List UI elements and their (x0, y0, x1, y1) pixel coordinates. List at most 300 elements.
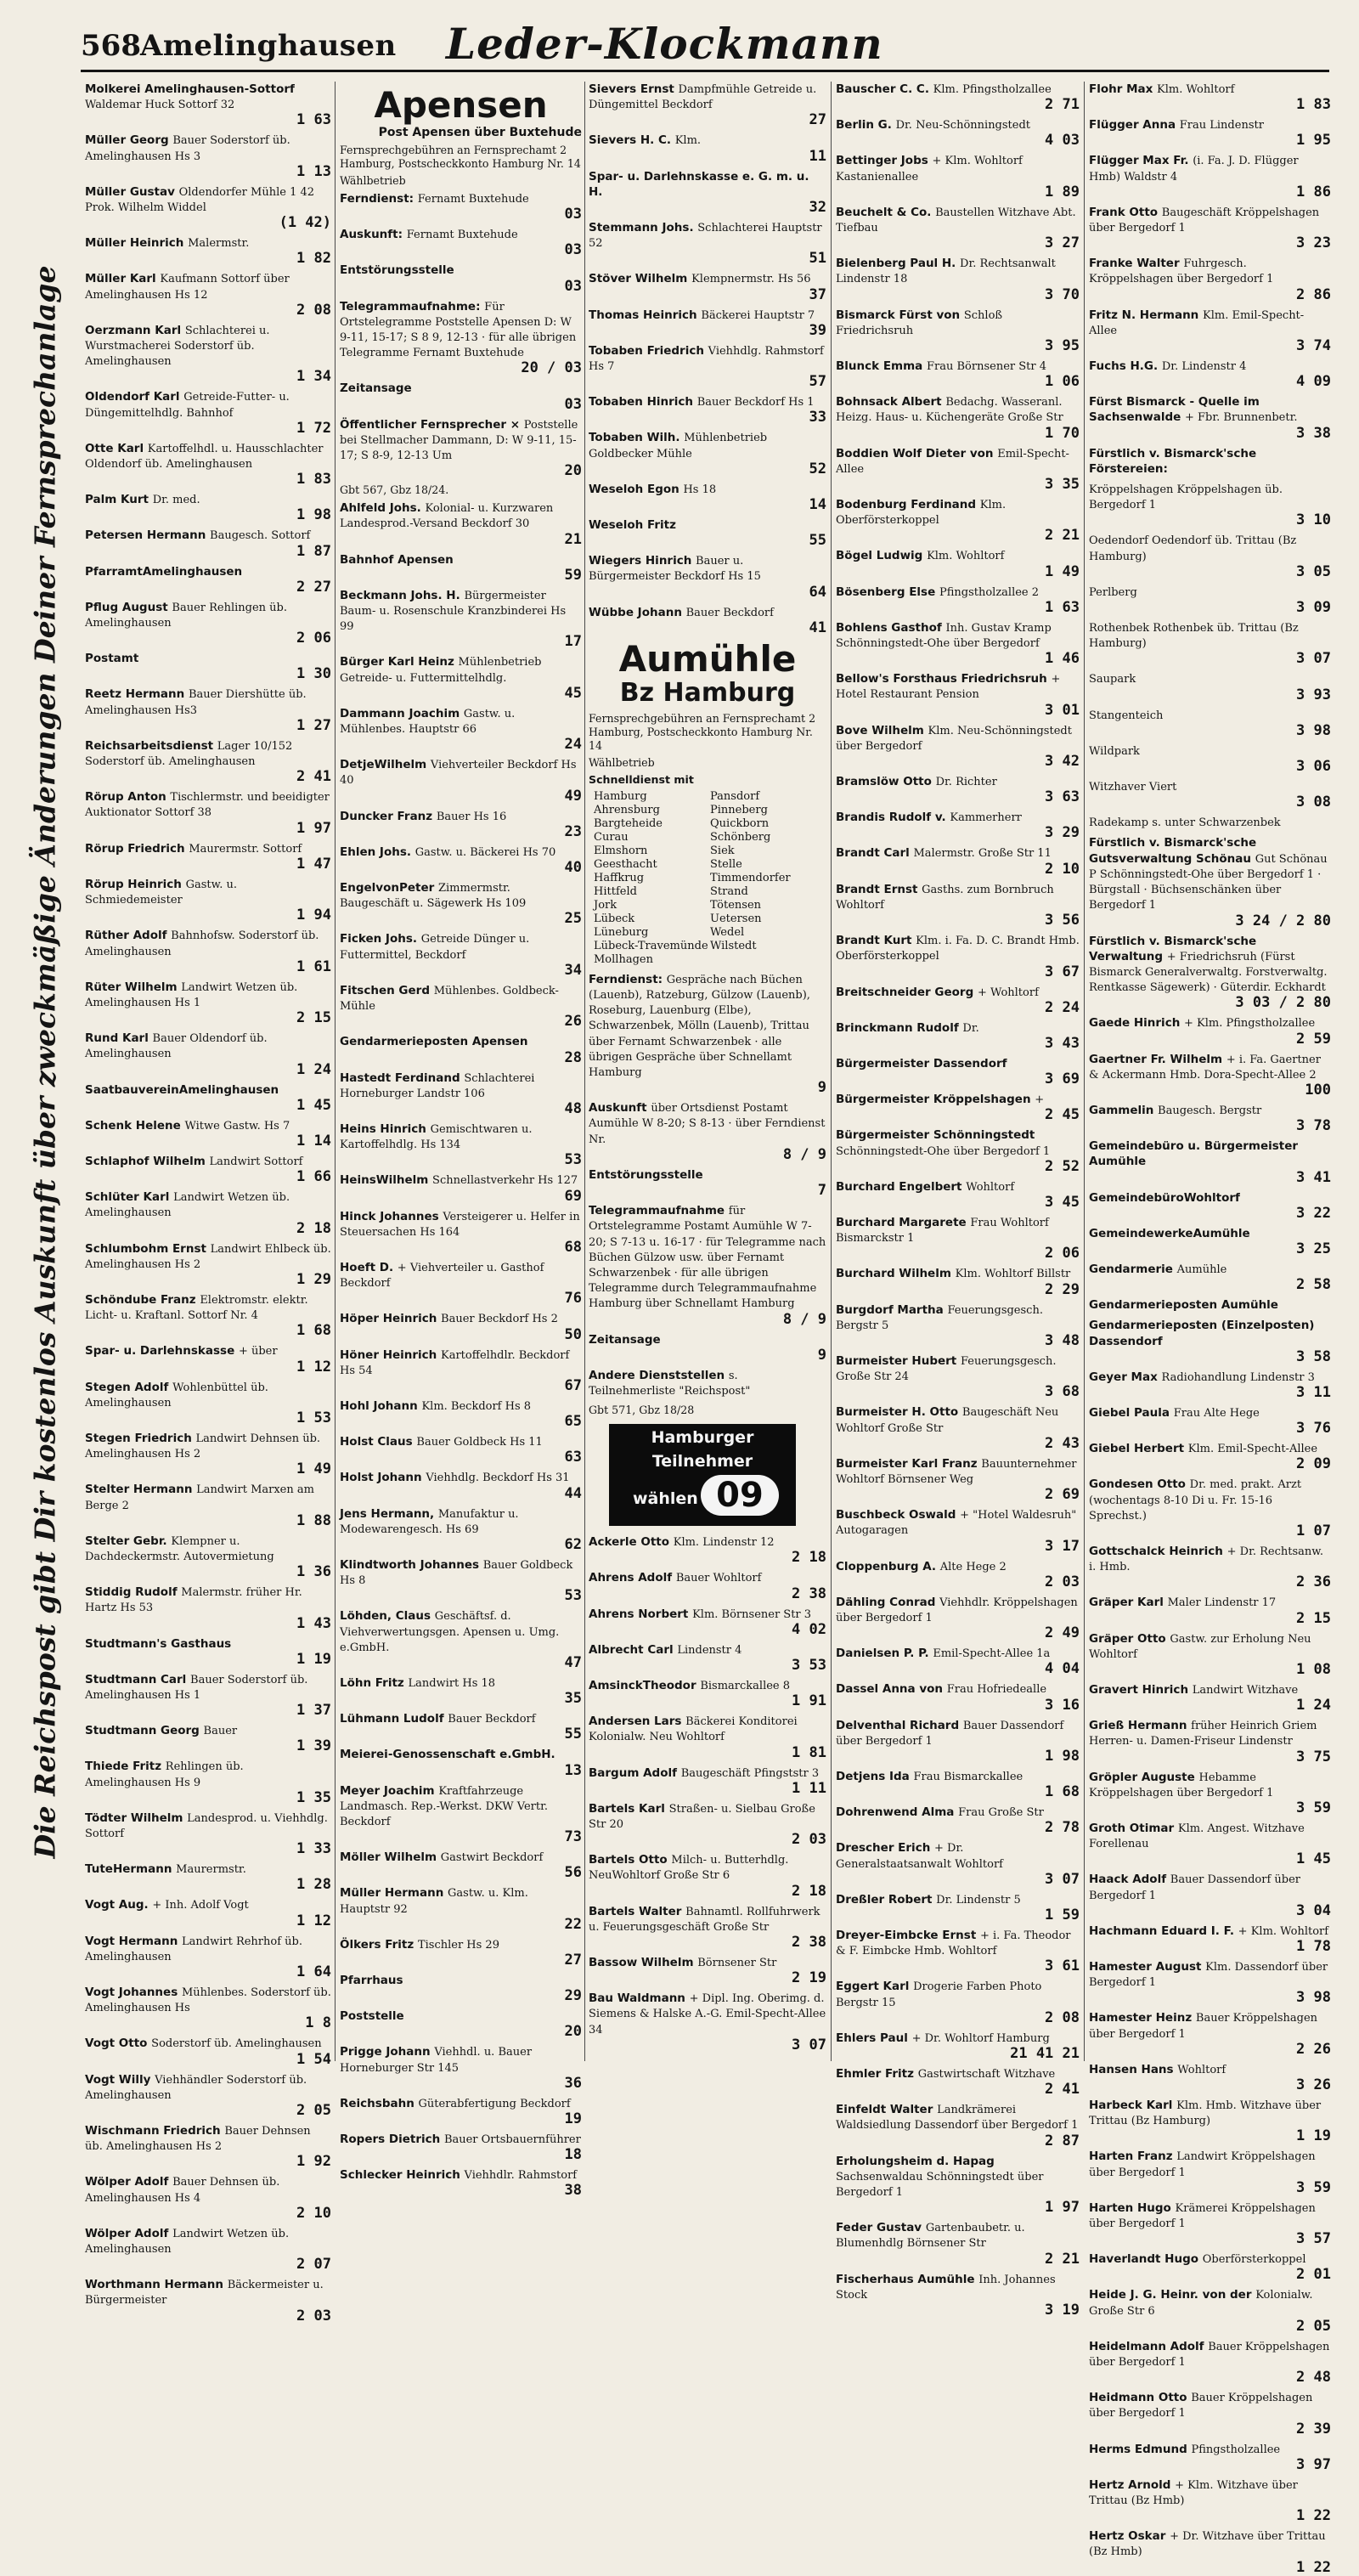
entry-detail: Bauer Goldbeck Hs 8 (340, 1558, 573, 1588)
exchange-place: Stelle (710, 857, 742, 871)
entry-detail: Bauer Beckdorf (685, 606, 774, 619)
phone-number: 1 54 (296, 2050, 331, 2068)
phone-number: 03 (564, 206, 582, 223)
entry-name: Stöver Wilhelm (589, 272, 692, 286)
entry-detail: Dr. Richter (935, 776, 997, 789)
phone-number: 36 (564, 2074, 582, 2092)
directory-entry (1089, 1103, 1331, 1133)
entry-name: Wölper Adolf (85, 2226, 173, 2240)
directory-entry (836, 1507, 1080, 1553)
phone-number: 1 88 (296, 1511, 331, 1529)
phone-number: 1 13 (296, 162, 331, 180)
entry-detail: + Hotel Restaurant Pension (836, 673, 1061, 702)
entry-name: Telegrammaufnahme (589, 1204, 729, 1218)
entry-detail: Rothenbek Rothenbek üb. Trittau (Bz Hamburg) (1089, 622, 1299, 651)
directory-entry (85, 1672, 331, 1718)
directory-entry (589, 1714, 826, 1760)
directory-entry (836, 2066, 1080, 2097)
phone-number: 3 03 / 2 80 (1235, 994, 1331, 1012)
intro-note: Fernsprechgebühren an Fernsprechamt 2 Hamburg, Postscheckkonto Hamburg Nr. 14 (589, 711, 816, 752)
side-advert-band (15, 136, 75, 1988)
directory-entry (589, 308, 826, 338)
phone-number: 2 08 (296, 301, 331, 319)
entry-detail: + Inh. Adolf Vogt (152, 1899, 249, 1912)
entry-name: Burchard Margarete (836, 1215, 971, 1229)
directory-entry (1089, 934, 1331, 1011)
entry-name: Fischerhaus Aumühle (836, 2272, 979, 2286)
entry-detail: Bauer Dehnsen üb. Amelinghausen Hs 4 (85, 2176, 280, 2205)
entry-name: Klindtworth Johannes (340, 1557, 483, 1572)
entry-detail: Witwe Gastw. Hs 7 (184, 1119, 290, 1133)
directory-entry (836, 2272, 1080, 2318)
entry-name: Ölkers Fritz (340, 1937, 418, 1952)
entry-name: Gaertner Fr. Wilhelm (1089, 1052, 1226, 1066)
phone-number: 1 95 (1296, 132, 1331, 150)
directory-entry (836, 82, 1080, 112)
phone-number: 51 (809, 250, 826, 268)
directory-entry (1089, 1924, 1331, 1954)
phone-number: 1 70 (1045, 424, 1080, 442)
entry-detail: Versteigerer u. Helfer in Steuersachen Hs 164 (340, 1210, 580, 1239)
directory-entry (1089, 835, 1331, 928)
phone-number: 8 / 9 (782, 1145, 826, 1163)
directory-entry (85, 651, 331, 681)
phone-number: 38 (564, 2182, 582, 2200)
phone-number: 1 63 (296, 111, 331, 129)
entry-detail: Bahnhofsw. Soderstorf üb. Amelinghausen (85, 929, 319, 958)
directory-entry (589, 82, 826, 127)
exchange-place: Bargteheide (594, 816, 663, 830)
directory-entry (1089, 1297, 1331, 1313)
phone-number: 24 (564, 736, 582, 754)
entry-name: Burmeister Karl Franz (836, 1456, 982, 1471)
directory-entry (85, 2277, 331, 2323)
phone-number: 56 (564, 1864, 582, 1882)
directory-entry (85, 1534, 331, 1579)
entry-name: Hansen Hans (1089, 2062, 1178, 2076)
entry-name: Blunck Emma (836, 359, 927, 374)
entry-name: SaatbauvereinAmelinghausen (85, 1082, 279, 1097)
entry-name: GemeindebüroWohltorf (1089, 1190, 1240, 1205)
entry-name: GemeindewerkeAumühle (1089, 1226, 1250, 1240)
phone-number: 20 / 03 (521, 359, 582, 377)
entry-detail: Dr. med. prakt. Arzt (wochentags 8-10 Di u. Fr. 15-16 Sprechst.) (1089, 1478, 1302, 1522)
phone-number: 3 07 (792, 2036, 826, 2053)
directory-entry (1089, 2442, 1331, 2472)
entry-detail: Bäckermeister u. Bürgermeister (85, 2279, 324, 2308)
exchange-place: Hittfeld (594, 884, 637, 898)
entry-name: Bögel Ludwig (836, 549, 928, 563)
entry-name: Müller Gustav (85, 184, 179, 199)
directory-entry (85, 2174, 331, 2220)
entry-detail: Lager 10/152 Soderstorf üb. Amelinghausen (85, 739, 293, 769)
directory-entry (340, 500, 582, 546)
phone-number: 1 19 (296, 1650, 331, 1668)
entry-name: Sievers H. C. (589, 133, 675, 148)
directory-entry (85, 2036, 331, 2066)
entry-detail: Aumühle (1176, 1263, 1227, 1276)
entry-name: Schlumbohm Ernst (85, 1241, 211, 1256)
entry-detail: Wohltorf (1177, 2063, 1226, 2076)
phone-number: 3 56 (1045, 912, 1080, 929)
entry-detail: Landesprod. u. Viehhdlg. Sottorf (85, 1811, 328, 1840)
phone-number: 2 78 (1045, 1819, 1080, 1837)
phone-number: 1 49 (1045, 562, 1080, 580)
phone-number: 52 (809, 460, 826, 477)
exchange-place: Lübeck-Travemünde (594, 939, 708, 952)
entry-detail: Landwirt Ehlbeck üb. Amelinghausen Hs 2 (85, 1242, 331, 1271)
entry-name: Burmeister H. Otto (836, 1405, 962, 1420)
directory-entry (85, 1241, 331, 1287)
directory-entry (85, 1759, 331, 1805)
entry-detail: Kröppelshagen Kröppelshagen üb. Bergedorf 1 (1089, 483, 1283, 512)
entry-detail: Emil-Specht-Allee 1a (933, 1647, 1051, 1661)
directory-entry (589, 1852, 826, 1898)
directory-entry (589, 1100, 826, 1162)
phone-number: 13 (564, 1761, 582, 1779)
directory-entry (836, 256, 1080, 302)
directory-entry (836, 810, 1080, 840)
entry-name: Sievers Ernst (589, 82, 679, 96)
entry-name: Poststelle (340, 2009, 404, 2024)
entry-detail: Landkrämerei Waldsiedlung Dassendorf über Bergedorf 1 (836, 2104, 1079, 2133)
phone-number: 1 27 (296, 716, 331, 734)
directory-entry (340, 227, 582, 257)
entry-name: Buschbeck Oswald (836, 1508, 961, 1522)
directory-entry (1089, 1959, 1331, 2005)
directory-entry (85, 980, 331, 1025)
phone-number: 53 (564, 1151, 582, 1169)
phone-number: 3 11 (1296, 1383, 1331, 1401)
entry-name: Spar- u. Darlehnskasse e. G. m. u. H. (589, 169, 809, 199)
phone-number: 21 (564, 530, 582, 548)
phone-number: 3 97 (1296, 2455, 1331, 2473)
directory-entry (340, 1034, 582, 1065)
entry-name: Bargum Adolf (589, 1765, 681, 1780)
entry-detail: Dr. med. (152, 494, 200, 507)
exchange-place: Wedel (710, 925, 745, 939)
entry-detail: Schlachterei Hauptstr 52 (589, 222, 822, 251)
entry-name: Stelter Hermann (85, 1483, 197, 1497)
phone-number: 1 97 (296, 819, 331, 837)
directory-entry (1089, 117, 1331, 148)
directory-entry (85, 1154, 331, 1184)
entry-detail: Viehhdlg. Beckdorf Hs 31 (426, 1472, 570, 1485)
entry-detail: Landwirt Wetzen üb. Amelinghausen (85, 2227, 290, 2257)
intro-note: Fernsprechgebühren an Fernsprechamt 2 Hamburg, Postscheckkonto Hamburg Nr. 14 (340, 144, 581, 170)
entry-name: Giebel Herbert (1089, 1442, 1188, 1456)
exchange-place: Jork (594, 898, 617, 912)
entry-name: Fürst Bismarck - Quelle im Sachsenwalde (1089, 395, 1260, 425)
directory-entry (340, 1071, 582, 1116)
directory-entry (85, 1118, 331, 1149)
entry-name: AmsinckTheodor (589, 1678, 701, 1692)
directory-entry (1089, 2477, 1331, 2523)
phone-number: 55 (564, 1726, 582, 1743)
phone-number: 9 (817, 1079, 826, 1097)
entry-name: Meyer Joachim (340, 1783, 439, 1798)
phone-number: 3 59 (1296, 1799, 1331, 1816)
directory-entry (1089, 815, 1331, 830)
directory-entry (340, 1711, 582, 1742)
entry-name: Fuchs H.G. (1089, 359, 1162, 374)
directory-entry (85, 528, 331, 558)
directory-entry (340, 1172, 582, 1203)
phone-number: 65 (564, 1413, 582, 1431)
directory-entry (836, 394, 1080, 440)
phone-number: 2 06 (296, 630, 331, 647)
entry-detail: Landwirt Hs 18 (408, 1676, 496, 1690)
phone-number: 3 19 (1045, 2302, 1080, 2319)
phone-number: 1 63 (1045, 598, 1080, 616)
directory-entry (589, 972, 826, 1095)
phone-number: 3 43 (1045, 1034, 1080, 1052)
entry-detail: + Wohltorf (977, 986, 1039, 999)
directory-entry (836, 1020, 1080, 1051)
entry-name: Gendarmerie (1089, 1262, 1177, 1276)
entry-name: Dohrenwend Alma (836, 1805, 959, 1820)
entry-detail: Bauer Dassendorf über Bergedorf 1 (1089, 1873, 1301, 1902)
entry-name: Hachmann Eduard I. F. (1089, 1924, 1238, 1938)
directory-entry (1089, 620, 1331, 666)
phone-number: 1 28 (296, 1876, 331, 1894)
column-rule (831, 82, 832, 2061)
entry-name: Boddien Wolf Dieter von (836, 446, 998, 460)
entry-detail: Viehhdlg. Rahmstorf Hs 7 (589, 344, 824, 374)
directory-entry (1089, 1821, 1331, 1867)
directory-entry (589, 1765, 826, 1796)
directory-entry (836, 1928, 1080, 1974)
phone-number: 1 30 (296, 665, 331, 683)
phone-number: 2 08 (1045, 2008, 1080, 2026)
directory-entry (340, 757, 582, 803)
phone-number: 3 24 / 2 80 (1235, 912, 1331, 929)
entry-name: Höper Heinrich (340, 1312, 442, 1326)
entry-detail: + Dr. Generalstaatsanwalt Wohltorf (836, 1842, 1003, 1871)
entry-detail: Stangenteich (1089, 709, 1164, 722)
phone-number: 3 05 (1296, 562, 1331, 580)
entry-detail: Bauer Wohltorf (675, 1572, 762, 1585)
entry-name: Franke Walter (1089, 257, 1184, 271)
entry-detail: Viehhändler Soderstorf üb. Amelinghausen (85, 2073, 307, 2102)
exchange-place: Geesthacht (594, 857, 657, 871)
directory-entry (85, 1431, 331, 1477)
entry-detail: Klm. Wohltorf (927, 550, 1005, 563)
directory-entry (1089, 1262, 1331, 1292)
directory-entry (340, 1260, 582, 1306)
directory-entry (85, 928, 331, 974)
entry-detail: Landwirt Wetzen üb. Amelinghausen Hs 1 (85, 980, 298, 1009)
entry-name: Dreyer-Eimbcke Ernst (836, 1929, 980, 1942)
phone-number: 44 (564, 1484, 582, 1502)
phone-number: 1 8 (305, 2014, 331, 2032)
entry-detail: + Friedrichsruh (Fürst Bismarck Generalverwaltg. Forstverwaltg. Rentkasse Sägewerk) · Güterdir. Eckhardt (1089, 950, 1328, 995)
entry-detail: Bauer Beckdorf Hs 2 (441, 1313, 558, 1326)
entry-name: Müller Hermann (340, 1886, 448, 1901)
directory-entry (1089, 1682, 1331, 1713)
phone-number: 3 75 (1296, 1748, 1331, 1765)
entry-detail: für Ortstelegramme Postamt Aumühle W 7-20; S 7-13 u. 16-17 · für Telegramme nach Büchen Gülzow usw. über Fernamt Schwarzenbek · für alle übrigen Telegramme durch Telegrammaufnahme Hamburg über Schnellamt Hamburg (589, 1205, 826, 1311)
entry-detail: Emil-Specht-Allee (836, 447, 1069, 476)
entry-detail: Fernamt Buxtehude (417, 193, 529, 206)
directory-entry (1089, 1405, 1331, 1436)
entry-name: Wölper Adolf (85, 2175, 173, 2189)
phone-number: 4 04 (1045, 1660, 1080, 1678)
entry-name: Geyer Max (1089, 1370, 1162, 1384)
phone-number: 3 23 (1296, 234, 1331, 252)
exchange-place: Pansdorf (710, 789, 760, 803)
exchange-place: Wilstedt (710, 939, 757, 952)
entry-name: Gravert Hinrich (1089, 1682, 1193, 1697)
entry-detail: Landwirt Marxen am Berge 2 (85, 1483, 314, 1512)
entry-detail: Landwirt Wetzen üb. Amelinghausen (85, 1191, 290, 1220)
entry-detail: Hebamme Kröppelshagen über Bergedorf 1 (1089, 1771, 1274, 1799)
entry-detail: Mühlenbes. Goldbeck-Mühle (340, 984, 559, 1014)
phone-number: 50 (564, 1325, 582, 1343)
phone-number: 3 68 (1045, 1383, 1080, 1401)
directory-entry (340, 1311, 582, 1342)
entry-detail: Maurermstr. (176, 1863, 246, 1877)
entry-name: Dreßler Robert (836, 1892, 937, 1907)
directory-entry (85, 441, 331, 487)
entry-name: Müller Georg (85, 133, 173, 148)
exchange-place: Strand (710, 884, 748, 898)
entry-detail: Geschäftsf. d. Viehverwertungsgen. Apensen u. Umg. e.GmbH. (340, 1610, 560, 1654)
entry-name: Löhn Fritz (340, 1675, 409, 1690)
directory-entry (836, 1805, 1080, 1835)
directory-entry (85, 1585, 331, 1630)
directory-entry (340, 931, 582, 977)
entry-detail: Klm. Pfingstholzallee (933, 83, 1052, 96)
entry-name: Gemeindebüro u. Bürgermeister Aumühle (1089, 1139, 1299, 1169)
directory-entry (589, 169, 826, 215)
directory-entry (836, 308, 1080, 353)
entry-name: Herms Edmund (1089, 2442, 1192, 2456)
directory-entry (589, 1642, 826, 1673)
entry-name: Brandis Rudolf v. (836, 811, 950, 825)
entry-name: Bielenberg Paul H. (836, 257, 961, 271)
entry-detail: Bauer Kröppelshagen über Bergedorf 1 (1089, 2340, 1330, 2370)
phone-number: 3 58 (1296, 1347, 1331, 1365)
exchange-place: Lübeck (594, 912, 635, 925)
phone-number: 3 61 (1045, 1957, 1080, 1975)
phone-number: 35 (564, 1690, 582, 1708)
entry-detail: Klm. Neu-Schönningstedt über Bergedorf (836, 724, 1072, 753)
directory-entry (340, 1434, 582, 1465)
phone-number: 28 (564, 1048, 582, 1066)
exchange-place: Haffkrug (594, 871, 645, 884)
schnelldienst-label: Schnelldienst mit (589, 772, 694, 786)
entry-detail: über Ortsdienst Postamt Aumühle W 8-20; S 8-13 · über Ferndienst Nr. (589, 1102, 826, 1146)
directory-entry (1089, 1477, 1331, 1539)
phone-number: 1 82 (296, 250, 331, 268)
directory-entry (589, 394, 826, 425)
entry-detail: Pfingstholzallee (1191, 2443, 1281, 2456)
entry-name: Grieß Hermann (1089, 1719, 1192, 1733)
phone-number: 1 83 (296, 471, 331, 489)
directory-entry (340, 1783, 582, 1845)
column-rule (335, 82, 336, 2061)
directory-entry (836, 1179, 1080, 1210)
entry-detail: Waldemar Huck Sottorf 32 (85, 99, 235, 112)
phone-number: 7 (817, 1182, 826, 1200)
phone-number: 3 98 (1296, 721, 1331, 739)
entry-name: Bösenberg Else (836, 585, 939, 599)
directory-entry (1089, 1441, 1331, 1472)
entry-name: Weseloh Fritz (589, 518, 676, 533)
entry-name: Gräper Karl (1089, 1596, 1168, 1610)
entry-name: Ehlers Paul (836, 2031, 912, 2045)
entry-detail: Bäckerei Hauptstr 7 (701, 308, 815, 322)
entry-name: Vogt Aug. (85, 1898, 153, 1912)
entry-detail: Baugesch. Sottorf (210, 529, 311, 543)
entry-detail: Klm. Oberförsterkoppel (836, 499, 1007, 528)
directory-entry (1089, 1544, 1331, 1590)
entry-detail: Viehhdlr. Rahmstorf (464, 2169, 578, 2183)
directory-entry (85, 2226, 331, 2272)
entry-name: Pflug August (85, 600, 172, 614)
entry-name: Fitschen Gerd (340, 983, 434, 997)
phone-number: 3 10 (1296, 511, 1331, 529)
entry-name: Bellow's Forsthaus Friedrichsruh (836, 672, 1052, 686)
directory-entry (836, 774, 1080, 805)
column-4 (836, 82, 1080, 2319)
entry-detail: Klm. Lindenstr 12 (673, 1536, 775, 1550)
entry-name: Burchard Wilhelm (836, 1267, 956, 1281)
entry-detail: Oberförsterkoppel (1202, 2253, 1306, 2267)
entry-name: Höner Heinrich (340, 1347, 441, 1362)
directory-entry (836, 1302, 1080, 1348)
directory-entry (589, 1607, 826, 1637)
phone-number: 1 11 (792, 1779, 826, 1797)
directory-entry (85, 1343, 331, 1374)
directory-entry (589, 1801, 826, 1847)
phone-number: 1 45 (1296, 1850, 1331, 1868)
entry-detail: Klm. i. Fa. D. C. Brandt Hmb. Oberförsterkoppel (836, 935, 1080, 963)
phone-number: 2 09 (1296, 1455, 1331, 1473)
entry-detail: Bauer Oldendorf üb. Amelinghausen (85, 1032, 268, 1061)
directory-entry (1089, 1052, 1331, 1098)
entry-name: Zeitansage (589, 1332, 661, 1347)
entry-name: Ahrens Adolf (589, 1571, 676, 1585)
entry-detail: Bauer Dehnsen üb. Amelinghausen Hs 2 (85, 2125, 311, 2154)
entry-detail: Dampfmühle Getreide u. Düngemittel Beckdorf (589, 83, 817, 112)
entry-detail: + Dipl. Ing. Oberimg. d. Siemens & Halske A.-G. Emil-Specht-Allee 34 (589, 1992, 826, 2037)
entry-name: Hamester Heinz (1089, 2011, 1196, 2025)
entry-name: Schlüter Karl (85, 1190, 174, 1205)
entry-detail: Fernamt Buxtehude (406, 229, 518, 242)
phone-number: 76 (564, 1290, 582, 1308)
entry-detail: Gastwirt Beckdorf (440, 1851, 544, 1865)
directory-entry (340, 1973, 582, 2003)
gbt-line: Gbt 567, Gbz 18/24. (340, 483, 449, 497)
directory-entry (836, 845, 1080, 876)
entry-name: Harten Franz (1089, 2149, 1177, 2164)
entry-name: Reichsarbeitsdienst (85, 738, 217, 753)
entry-detail: Frau Lindenstr (1179, 119, 1264, 133)
directory-entry (589, 1678, 826, 1709)
entry-detail: Bürgermeister Baum- u. Rosenschule Kranzbinderei Hs 99 (340, 589, 567, 634)
directory-entry (836, 1769, 1080, 1799)
entry-name: Bürgermeister Dassendorf (836, 1056, 1007, 1071)
entry-name: Rund Karl (85, 1031, 153, 1046)
directory-entry (340, 1850, 582, 1880)
entry-name: Cloppenburg A. (836, 1559, 940, 1573)
directory-entry (836, 882, 1080, 928)
entry-name: Hertz Arnold (1089, 2477, 1176, 2492)
entry-detail: + Viehverteiler u. Gasthof Beckdorf (340, 1261, 544, 1291)
entry-detail: Malermstr. früher Hr. Hartz Hs 53 (85, 1586, 302, 1615)
